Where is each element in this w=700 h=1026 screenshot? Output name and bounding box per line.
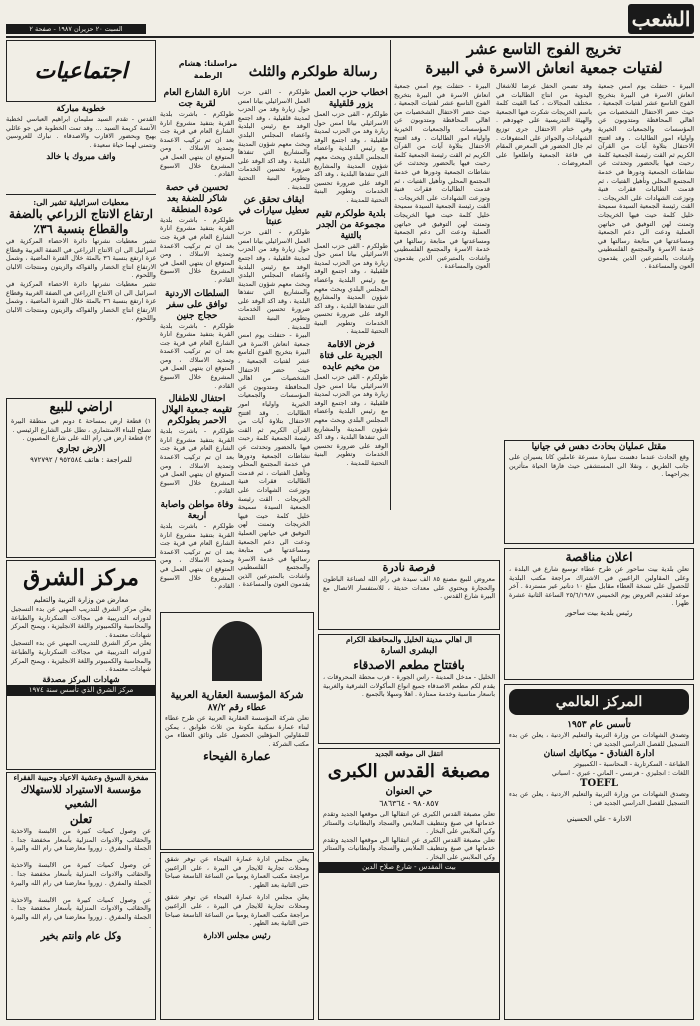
restaurant-title: ال اهالي مدينة الخليل والمحافظة الكرام	[346, 635, 472, 644]
column-sub-2: بلدية طولكرم تقيم مجموعة من الجدر بالتنية	[316, 208, 386, 241]
dyehouse-title: مصبغة القدس الكبرى	[327, 761, 491, 782]
consumer-body-3: عن وصول كميات كبيرة من الالبسة والاحذية والحقائب والادوات المنزلية بأسعار مخفضة جدا . الجملة والمفرق . زوروا معارضنا في رام الله والبيرة .	[11, 895, 151, 930]
markaz-sub-2: شهادات المركز مصدقة	[42, 673, 120, 684]
consumer-ad	[6, 772, 156, 1020]
middle-sub-3: السلطات الاردنية توافق على سفر حجاج جنين	[164, 288, 229, 321]
realestate-title: شركة المؤسسة العقارية العربية	[170, 690, 304, 701]
middle-sub-5: وفاة مواطن واصابة اربعة	[160, 500, 234, 521]
column-sub-1: اخطاب حزب العمل يزور قلقيلية	[314, 88, 388, 109]
center-course-3: اللغات : انجليزي - فرنسي - الماني - عبري - اسباني	[551, 768, 689, 777]
consumer-sub: تعلن	[69, 812, 93, 826]
tender-title: اعلان مناقصة	[565, 550, 633, 564]
economy-story	[6, 197, 156, 397]
opportunity-body: معروض للبيع مصنع ٨٥ الف سيدة في رام الله لصناعة الباطون والحجارة ويحتوي على معدات حديثة ، للاستفسار الاتصال مع البيرة شارع القدس .	[323, 575, 495, 601]
economy-kicker: معطيات اسرائيلية تشير الى:	[33, 197, 129, 207]
restaurant-ad	[318, 634, 500, 744]
lead-body-col-2: وقد تضمن الحفل عرضا للاشغال اليدوية من انتاج الطالبات في مختلف المجالات ، كما القيت كلمة باسم الخريجات شكرت فيها الجمعية والهيئة التدريسية على جهودهم . وفي ختام الاحتفال جرى توزيع الشهادات والجوائز على المتفوقات . ثم جال الحضور في المعرض المقام في قاعة الجمعية واطلعوا على المعروضات .	[496, 82, 592, 168]
tender-signature: رئيس بلدية بيت ساحور	[565, 608, 633, 617]
center-ad	[504, 684, 694, 1020]
tender-body: تعلن بلدية بيت ساحور عن طرح عطاء توسيع شارع في البلدة ، وعلى المقاولين الراغبين في الاشتراك مراجعة مكتب البلدية للحصول على نسخة العطاء مقابل مبلغ ١٠ دنانير غير مستردة . آخر موعد لتقديم العروض يوم الخميس ٢٥/٦/١٩٨٧ الساعة الثانية عشرة ظهرا .	[509, 565, 690, 608]
column-body-2: طولكرم - القى حزب العمل الاسرائيلي بيانا امس حول زيارة وفد من الحزب لمدينة قلقيلية ، وقد اجتمع الوفد مع رئيس البلدية واعضاء المجلس البلدي وبحث معهم شؤون المدينة والمشاريع التي تنفذها البلدية ، وقد اكد الوفد على ضرورة تحسين الخدمات وتطوير البنية التحتية للمدينة .	[314, 241, 388, 336]
lead-headline-1: تخريج الفوج التاسع عشر	[466, 40, 622, 58]
land-ad-body: ١) قطعة ارض بمساحة ٤ دونم في منطقة البيرة تصلح للبناء الاستثماري ، تطل على الشارع الرئيسي . ٢) قطعة ارض في رام الله على شارع المصيون .	[11, 417, 151, 443]
middle-body-4: طولكرم - باشرت بلدية القرية بتنفيذ مشروع انارة الشارع العام في قرية جت بعد ان تم تركيب الاعمدة وتمديد الاسلاك ، ومن المتوقع ان ينتهي العمل في المشروع خلال الاسبوع القادم .	[160, 427, 234, 496]
dyehouse-sub: حي العنوان	[385, 786, 433, 797]
faiha-body: يعلن مجلس ادارة عمارة الفيحاء عن توفر شقق ومحلات تجارية للايجار في البيرة ، على الراغبين مراجعة مكتب العمارة يوميا من الساعة التاسعة صباحا حتى الثانية بعد الظهر .	[165, 855, 309, 889]
announcement-item-3: واتف مبروك يا خالد	[46, 152, 116, 163]
land-ad-title: اراضي للبيع	[49, 400, 113, 415]
dyehouse-body: تعلن مصبغة القدس الكبرى عن انتقالها الى موقعها الجديد وتقدم خدماتها في صبغ وتنظيف الملابس والسجاد والبطانيات والستائر وكي الملابس على البخار .	[323, 810, 495, 836]
center-title: المركز العالمي	[509, 689, 689, 715]
announcements-title: اجتماعيات	[34, 58, 128, 84]
faiha-body-2: يعلن مجلس ادارة عمارة الفيحاء عن توفر شقق ومحلات تجارية للايجار في البيرة ، على الراغبين مراجعة مكتب العمارة يوميا من الساعة التاسعة صباحا حتى الثانية بعد الظهر .	[165, 893, 309, 928]
consumer-title: مؤسسة الاستيراد للاستهلاك الشعبي	[20, 784, 142, 810]
column-sub-4: ايقاف تحقق عن تعطيل سيارات في عنبتا	[238, 195, 310, 228]
lead-body-col-1: البيرة - حتفلت يوم امس جمعية انعاش الاسرة في البيرة بتخريج الفوج التاسع عشر لفتيات الجمعية ، حيث حضر الاحتفال الشخصيات من اهالي المحافظة ومتدوبون عن المؤسسات والجمعيات الخيرية واولياء امور الطالبات . وقد افتتح الاحتفال بتلاوة آيات من القرآن الكريم ثم القت رئيسة الجمعية كلمة رحبت فيها بالحضور وتحدثت عن نشاطات الجمعية ودورها في خدمة المجتمع المحلي وتأهيل الفتيات ، ثم قدمت الطالبات فقرات فنية وتوزعت الشهادات على الخريجات . القت رئيسة الجمعية السيدة سميحة خليل كلمة حيت فيها الخريجات وتمنت لهن التوفيق في حياتهن العملية ودعت الى دعم الجمعية ومساعدتها في متابعة رسالتها في خدمة الاسرة والمجتمع الفلسطيني واشادت بالمتبرعين الذين يقدمون العون والمساعدة .	[598, 82, 694, 271]
column-body-5: طولكرم - القى حزب العمل الاسرائيلي بيانا امس حول زيارة وفد من الحزب لمدينة قلقيلية ، وقد اجتمع الوفد مع رئيس البلدية واعضاء المجلس البلدي وبحث معهم شؤون المدينة والمشاريع التي تنفذها البلدية ، وقد اكد الوفد على ضرورة تحسين الخدمات وتطوير البنية التحتية للمدينة .	[238, 228, 310, 331]
dyehouse-kicker: انتقل الى موقعه الجديد	[375, 749, 443, 758]
consumer-body-2: عن وصول كميات كبيرة من الالبسة والاحذية والحقائب والادوات المنزلية بأسعار مخفضة جدا . الجملة والمفرق . زوروا معارضنا في رام الله والبيرة .	[11, 861, 151, 896]
center-course-2: الطباعة - السكرتارية - المحاسبة - الكمبيوتر	[573, 760, 689, 769]
center-founded: تأسس عام ١٩٥٣	[567, 720, 631, 730]
restaurant-body: الخليل - مدخل المدينة - راس الجورة - قرب محطة المحروقات ، يقدم لكم مطعم الاصدقاء جميع انواع المأكولات الشرقية والغربية باسعار مناسبة وخدمة ممتازة . اهلا وسهلا بالجميع .	[323, 673, 495, 699]
top-rule	[6, 36, 694, 38]
land-ad-sub: الارض تجاري	[56, 443, 106, 454]
building-icon	[212, 621, 262, 681]
middle-sub-2: تحسين في حصة شاكر للضفة بعد عودة المنطقة	[165, 182, 229, 215]
land-ad	[6, 398, 156, 558]
announcement-item-1: خطوبة مباركة	[56, 104, 106, 114]
dyehouse-phone: ٩٨٠٨٥٧ - ٦٨٦٣٦٤	[379, 799, 439, 808]
faiha-signature: رئيس مجلس الادارة	[203, 929, 271, 940]
markaz-body-2: يعلن مركز الشرق للتدريب المهني عن بدء التسجيل لدوراته التدريبية في مجالات السكرتارية والطباعة والمحاسبة والكمبيوتر واللغة الانجليزية ، ويمنح المركز شهادات معتمدة .	[11, 639, 151, 674]
middle-story-col	[160, 88, 234, 608]
accident-story	[504, 440, 694, 544]
rule	[6, 194, 156, 195]
column-body-3: طولكرم - القى حزب العمل الاسرائيلي بيانا امس حول زيارة وفد من الحزب لمدينة قلقيلية ، وقد اجتمع الوفد مع رئيس البلدية واعضاء المجلس البلدي وبحث معهم شؤون المدينة والمشاريع التي تنفذها البلدية ، وقد اكد الوفد على ضرورة تحسين الخدمات وتطوير البنية التحتية للمدينة .	[314, 373, 388, 467]
markaz-sub: معارض من وزارة التربية والتعليم	[33, 596, 129, 604]
column-body-6: البيرة - حتفلت يوم امس جمعية انعاش الاسرة في البيرة بتخريج الفوج التاسع عشر لفتيات الجمعية ، حيث حضر الاحتفال الشخصيات من اهالي المحافظة ومتدوبون عن المؤسسات والجمعيات الخيرية واولياء امور الطالبات . وقد افتتح الاحتفال بتلاوة آيات من القرآن الكريم ثم القت رئيسة الجمعية كلمة رحبت فيها بالحضور وتحدثت عن نشاطات الجمعية ودورها في خدمة المجتمع المحلي وتأهيل الفتيات ، ثم قدمت الطالبات فقرات فنية وتوزعت الشهادات على الخريجات . القت رئيسة الجمعية السيدة سميحة خليل كلمة حيت فيها الخريجات وتمنت لهن التوفيق في حياتهن العملية ودعت الى دعم الجمعية ومساعدتها في متابعة رسالتها في خدمة الاسرة والمجتمع الفلسطيني واشادت بالمتبرعين الذين يقدمون العون والمساعدة .	[238, 331, 310, 589]
opportunity-ad	[318, 560, 500, 630]
realestate-sub: عطاء رقم ٨٧/٢	[207, 703, 267, 713]
center-body-2: وتصدق الشهادات من وزارة التربية والتعليم الاردنية ، يعلن عن بدء التسجيل للفصل الدراسي الجديد في :	[509, 790, 689, 807]
middle-body-5: طولكرم - باشرت بلدية القرية بتنفيذ مشروع انارة الشارع العام في قرية جت بعد ان تم تركيب الاعمدة وتمديد الاسلاك ، ومن المتوقع ان ينتهي العمل في المشروع خلال الاسبوع القادم .	[160, 522, 234, 591]
announcements-banner	[6, 40, 156, 102]
column-body-1: طولكرم - القى حزب العمل الاسرائيلي بيانا امس حول زيارة وفد من الحزب لمدينة قلقيلية ، وقد اجتمع الوفد مع رئيس البلدية واعضاء المجلس البلدي وبحث معهم شؤون المدينة والمشاريع التي تنفذها البلدية ، وقد اكد الوفد على ضرورة تحسين الخدمات وتطوير البنية التحتية للمدينة .	[314, 110, 388, 204]
lead-headline-2: لفتيات جمعية انعاش الاسرة في البيرة	[425, 59, 663, 77]
middle-sub-1: انارة الشارع العام لقرية جت	[163, 88, 231, 109]
economy-body: تشير معطيات نشرتها دائرة الاحصاء المركزية في اسرائيل الى ان الانتاج الزراعي في الضفة الغربية وقطاع غزة ارتفع بنسبة ٣٦ بالمئة خلال الفترة الماضية ، وشمل الارتفاع انتاج الخضار والفواكه والزيتون ومنتجات الالبان واللحوم .	[6, 237, 156, 280]
consumer-footer: وكل عام وانتم بخير	[40, 931, 122, 943]
announcements-body	[6, 104, 156, 194]
column-sub-3: فرض الاقامة الجبرية على فتاة من مخيم عايده	[319, 340, 383, 373]
column-headline: رسالة طولكرم والثلث	[248, 64, 378, 80]
opportunity-title: فرصة نادرة	[382, 561, 436, 574]
economy-body-2: تشير معطيات نشرتها دائرة الاحصاء المركزية في اسرائيل الى ان الانتاج الزراعي في الضفة الغربية وقطاع غزة ارتفع بنسبة ٣٦ بالمئة خلال الفترة الماضية ، وشمل الارتفاع انتاج الخضار والفواكه والزيتون ومنتجات الالبان واللحوم .	[6, 279, 156, 323]
consumer-kicker: مفخرة السوق وعشية الاعياد وحبيبة الفقراء	[13, 773, 149, 782]
middle-body-2: طولكرم - باشرت بلدية القرية بتنفيذ مشروع انارة الشارع العام في قرية جت بعد ان تم تركيب الاعمدة وتمديد الاسلاك ، ومن المتوقع ان ينتهي العمل في المشروع خلال الاسبوع القادم .	[160, 215, 234, 284]
announcement-item-2: القدس - تقدم السيد سليمان ابراهيم العباسي لخطبة الآنسة كريمة السيد ... وقد تمت الخطوبة في جو عائلي بهيج وبحضور الاقارب والاصدقاء . نبارك للعروسين ونتمنى لهما حياة سعيدة .	[6, 115, 156, 149]
accident-body: وقع الحادث عندما دهست سيارة مسرعة عاملين كانا يسيران على جانب الطريق ، ونقلا الى المستشفى حيث فارقا الحياة متأثرين بجراحهما .	[509, 453, 689, 479]
divider	[390, 40, 391, 510]
economy-headline: ارتفاع الانتاج الزراعي بالضفة والقطاع بنسبة ٣٦٪	[9, 207, 153, 236]
dyehouse-ad	[318, 748, 500, 1020]
center-course-1: ادارة الفنادق - ميكانيك اسنان	[543, 749, 655, 760]
faiha-title: عمارة الفيحاء	[203, 749, 271, 764]
realestate-ad	[160, 612, 314, 850]
middle-body-3: طولكرم - باشرت بلدية القرية بتنفيذ مشروع انارة الشارع العام في قرية جت بعد ان تم تركيب الاعمدة وتمديد الاسلاك ، ومن المتوقع ان ينتهي العمل في المشروع خلال الاسبوع القادم .	[160, 321, 234, 390]
accident-title: مقتل عمليان بحادث دهس في جيانيا	[531, 442, 667, 452]
masthead: الشعب	[628, 4, 694, 34]
column-byline: مراسلنا: هشام الرطمة	[178, 59, 238, 80]
date-line: السبت ٢٠ حزيران ١٩٨٧ - صفحة ٢	[6, 24, 146, 34]
restaurant-headline: بافتتاح مطعم الاصدقاء	[353, 658, 465, 672]
center-footer: الادارة - علي الحسيني	[566, 814, 632, 823]
tender-ad	[504, 548, 694, 680]
middle-sub-4: احتفال للاطفال تقيمه جمعية الهلال الاحمر بطولكرم	[161, 394, 233, 427]
dyehouse-body-2: تعلن مصبغة القدس الكبرى عن انتقالها الى موقعها الجديد وتقدم خدماتها في صبغ وتنظيف الملابس والسجاد والبطانيات والستائر وكي الملابس على البخار .	[323, 835, 495, 861]
column-body-4: طولكرم - القى حزب العمل الاسرائيلي بيانا امس حول زيارة وفد من الحزب لمدينة قلقيلية ، وقد اجتمع الوفد مع رئيس البلدية واعضاء المجلس البلدي وبحث معهم شؤون المدينة والمشاريع التي تنفذها البلدية ، وقد اكد الوفد على ضرورة تحسين الخدمات وتطوير البنية التحتية للمدينة .	[238, 88, 310, 191]
realestate-body: تعلن شركة المؤسسة العقارية العربية عن طرح عطاء لبناء عمارة سكنية مكونة من ثلاث طوابق ، يمكن للمقاولين المؤهلين الحصول على وثائق العطاء من مكتب الشركة .	[165, 714, 309, 748]
faiha-ad	[160, 852, 314, 1020]
markaz-title: مركز الشرق	[23, 565, 139, 591]
center-body: وتصدق الشهادات من وزارة التربية والتعليم الاردنية ، يعلن عن بدء التسجيل للفصل الدراسي الجديد في :	[509, 731, 689, 748]
dyehouse-footer: بيت المقدس - شارع صلاح الدين	[319, 862, 499, 873]
land-ad-contact: للمراجعة : هاتف ٩٥٢٥٨٤ / ٩٧٢٧٩٢	[30, 455, 132, 464]
markaz-footer: مركز الشرق الذي تأسس سنة ١٩٧٤	[7, 685, 155, 696]
consumer-body: عن وصول كميات كبيرة من الالبسة والاحذية والحقائب والادوات المنزلية بأسعار مخفضة جدا . الجملة والمفرق . زوروا معارضنا في رام الله والبيرة .	[11, 827, 151, 861]
middle-body-1: طولكرم - باشرت بلدية القرية بتنفيذ مشروع انارة الشارع العام في قرية جت بعد ان تم تركيب الاعمدة وتمديد الاسلاك ، ومن المتوقع ان ينتهي العمل في المشروع خلال الاسبوع القادم .	[160, 110, 234, 179]
restaurant-sub: البشرى السارة	[380, 646, 438, 656]
markaz-ad	[6, 560, 156, 770]
markaz-body: يعلن مركز الشرق للتدريب المهني عن بدء التسجيل لدوراته التدريبية في مجالات السكرتارية والطباعة والمحاسبة والكمبيوتر واللغة الانجليزية ، ويمنح المركز شهادات معتمدة .	[11, 605, 151, 639]
center-toefl: TOEFL	[580, 778, 618, 790]
column-story-col-2	[238, 88, 310, 589]
column-story-col	[314, 88, 388, 508]
lead-body-col-3: البيرة - حتفلت يوم امس جمعية انعاش الاسرة في البيرة بتخريج الفوج التاسع عشر لفتيات الجمعية ، حيث حضر الاحتفال الشخصيات من اهالي المحافظة ومتدوبون عن المؤسسات والجمعيات الخيرية واولياء امور الطالبات . وقد افتتح الاحتفال بتلاوة آيات من القرآن الكريم ثم القت رئيسة الجمعية كلمة رحبت فيها بالحضور وتحدثت عن نشاطات الجمعية ودورها في خدمة المجتمع المحلي وتأهيل الفتيات ، ثم قدمت الطالبات فقرات فنية وتوزعت الشهادات على الخريجات . القت رئيسة الجمعية السيدة سميحة خليل كلمة حيت فيها الخريجات وتمنت لهن التوفيق في حياتهن العملية ودعت الى دعم الجمعية ومساعدتها في متابعة رسالتها في خدمة الاسرة والمجتمع الفلسطيني واشادت بالمتبرعين الذين يقدمون العون والمساعدة .	[394, 82, 490, 271]
